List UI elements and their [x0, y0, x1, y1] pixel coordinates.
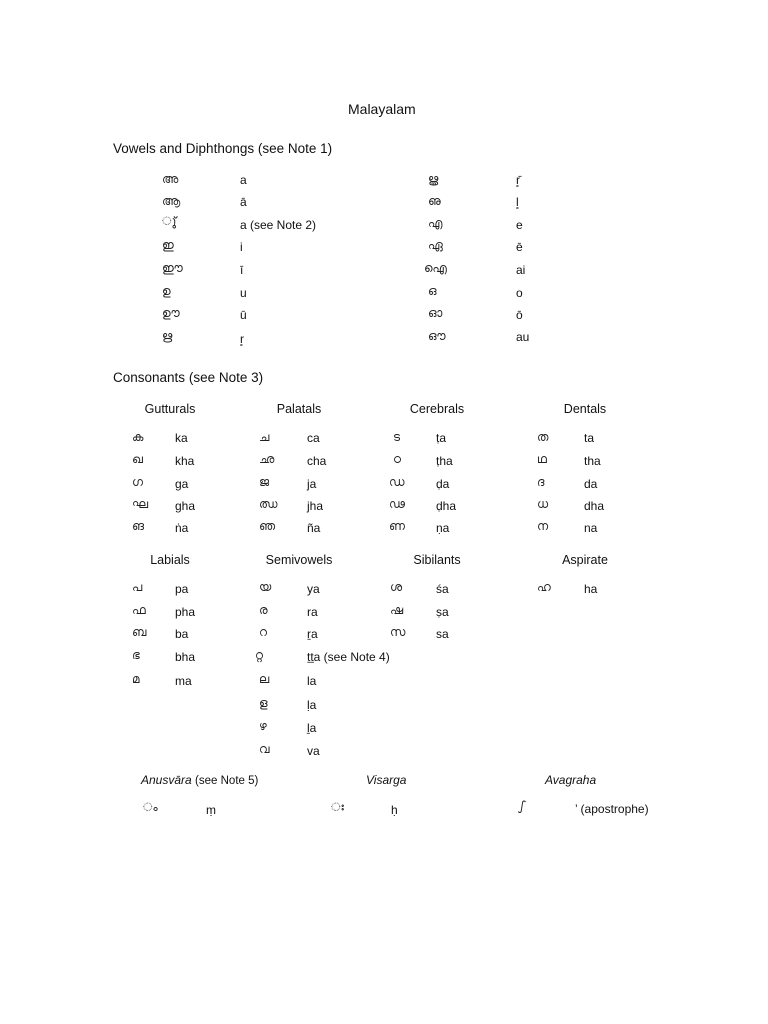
vowel-translit: ī	[240, 263, 244, 277]
consonant-translit: ha	[584, 582, 598, 596]
vowel-glyph: ു്	[162, 214, 177, 228]
consonant-glyph: ഛ	[259, 452, 275, 466]
consonant-glyph: ഷ	[390, 603, 404, 617]
consonant-translit: gha	[175, 499, 196, 513]
vowel-translit: a	[240, 173, 247, 187]
vowel-translit: e	[516, 218, 523, 232]
vowel-translit: ō	[516, 308, 523, 322]
vowel-glyph: ഓ	[428, 306, 443, 320]
consonant-translit: na	[584, 521, 598, 535]
consonant-translit: cha	[307, 454, 327, 468]
vowel-translit: l̥	[516, 195, 519, 209]
vowel-translit: r̥̄	[516, 173, 520, 187]
consonant-translit: ja	[307, 477, 317, 491]
consonant-translit: śa	[436, 582, 449, 596]
vowel-glyph: ഇ	[162, 238, 174, 252]
consonant-glyph: ഞ	[259, 519, 276, 533]
vowel-glyph: അ	[162, 172, 179, 186]
consonant-glyph: ഫ	[132, 603, 146, 617]
consonant-translit: ka	[175, 431, 188, 445]
consonant-glyph: റ	[259, 625, 267, 639]
consonant-translit: ca	[307, 431, 320, 445]
avagraha-glyph: ഽ	[518, 799, 526, 813]
vowel-glyph: ഒ	[428, 284, 437, 298]
consonant-glyph: ത	[537, 430, 549, 444]
consonant-glyph: ഹ	[537, 580, 551, 594]
consonant-glyph: ണ	[389, 519, 405, 533]
consonant-glyph: ക	[132, 430, 144, 444]
labials-header: Labials	[150, 553, 190, 567]
vowel-glyph: എ	[428, 216, 443, 230]
semivowels-header: Semivowels	[265, 553, 333, 567]
vowel-glyph: ഋ	[162, 329, 173, 343]
vowel-translit: ū	[240, 308, 247, 322]
vowel-glyph: ഔ	[428, 329, 446, 343]
consonant-glyph: ല	[259, 672, 270, 686]
consonant-translit: ṭha	[436, 454, 453, 468]
consonant-translit: ya	[307, 582, 320, 596]
consonant-translit: da	[584, 477, 598, 491]
consonant-translit: pa	[175, 582, 189, 596]
visarga-glyph: ഃ	[331, 800, 344, 814]
consonant-translit: tha	[584, 454, 601, 468]
consonant-glyph: ബ	[132, 625, 147, 639]
page-title: Malayalam	[348, 101, 416, 117]
consonant-glyph: സ	[390, 625, 406, 639]
consonant-glyph: ന	[537, 519, 549, 533]
anusvara-glyph: ം	[143, 800, 158, 814]
consonant-translit: ga	[175, 477, 189, 491]
vowel-translit: ē	[516, 240, 523, 254]
consonant-translit: ṟa	[307, 627, 318, 641]
consonant-translit: ṅa	[175, 521, 189, 535]
avagraha-label: Avagraha	[545, 773, 597, 787]
vowel-translit: a (see Note 2)	[240, 218, 317, 232]
vowel-glyph: ൠ	[428, 172, 439, 186]
consonant-glyph: ഭ	[132, 648, 140, 662]
consonant-glyph: ശ	[390, 580, 403, 594]
consonant-glyph: ള	[259, 696, 268, 710]
consonant-translit: va	[307, 744, 320, 758]
consonant-glyph: ഡ	[389, 475, 405, 489]
vowels-heading: Vowels and Diphthongs (see Note 1)	[113, 141, 333, 156]
consonant-glyph: റ്റ	[255, 648, 263, 662]
consonant-translit: jha	[307, 499, 324, 513]
vowel-glyph: ഌ	[428, 194, 441, 208]
consonant-translit: bha	[175, 650, 196, 664]
vowel-glyph: ഉ	[162, 284, 171, 298]
consonant-translit: ḷa	[307, 698, 317, 712]
vowel-translit: ai	[516, 263, 526, 277]
visarga-label: Visarga	[366, 773, 407, 787]
consonant-translit: ta	[584, 431, 595, 445]
vowel-glyph: ഐ	[424, 261, 447, 275]
consonant-glyph: യ	[259, 580, 272, 594]
consonant-translit: kha	[175, 454, 195, 468]
consonant-translit: ma	[175, 674, 192, 688]
consonant-glyph: ജ	[259, 475, 270, 489]
consonant-translit: la	[307, 674, 317, 688]
consonant-glyph: ങ	[132, 519, 145, 533]
vowel-translit: ā	[240, 195, 247, 209]
consonant-glyph: ഖ	[132, 452, 143, 466]
consonant-glyph: പ	[132, 580, 143, 594]
consonant-glyph: ധ	[537, 497, 549, 511]
consonant-glyph: ഥ	[537, 452, 547, 466]
avagraha-translit: ’ (apostrophe)	[575, 802, 649, 816]
consonant-glyph: ദ	[537, 475, 545, 489]
consonant-translit: ḍha	[436, 499, 457, 513]
consonant-translit: ḍa	[436, 477, 450, 491]
consonant-translit: ḻa	[307, 721, 317, 735]
anusvara-translit: ṃ	[206, 803, 216, 817]
anusvara-label: Anusvāra (see Note 5)	[141, 773, 259, 787]
vowel-translit: u	[240, 286, 247, 300]
consonant-translit: ṣa	[436, 605, 449, 619]
consonant-glyph: ച	[259, 430, 270, 444]
dentals-header: Dentals	[563, 402, 607, 416]
vowel-translit: o	[516, 286, 523, 300]
consonant-translit: ba	[175, 627, 189, 641]
visarga-translit: ḥ	[391, 803, 398, 817]
consonant-glyph: ര	[259, 603, 268, 617]
palatals-header: Palatals	[276, 402, 322, 416]
sibilants-header: Sibilants	[413, 553, 461, 567]
consonant-translit: ṇa	[436, 521, 450, 535]
consonant-glyph: ഠ	[393, 452, 401, 466]
consonant-translit: ṯṯa (see Note 4)	[307, 650, 390, 664]
vowel-translit: i	[240, 240, 243, 254]
vowel-translit: au	[516, 330, 530, 344]
consonant-glyph: ഴ	[259, 719, 267, 733]
consonant-glyph: ഘ	[132, 497, 149, 511]
vowel-glyph: ഏ	[428, 238, 443, 252]
vowel-glyph: ഊ	[162, 306, 180, 320]
consonant-translit: dha	[584, 499, 605, 513]
consonant-translit: pha	[175, 605, 196, 619]
consonant-translit: ra	[307, 605, 318, 619]
consonant-translit: ṭa	[436, 431, 447, 445]
vowel-glyph: ഈ	[162, 261, 183, 275]
consonant-glyph: ട	[393, 430, 401, 444]
consonant-translit: ña	[307, 521, 321, 535]
aspirate-header: Aspirate	[562, 553, 608, 567]
consonant-glyph: ഝ	[259, 497, 278, 511]
consonant-glyph: ഢ	[389, 497, 405, 511]
consonant-glyph: മ	[132, 672, 140, 686]
consonant-translit: sa	[436, 627, 449, 641]
vowel-glyph: ആ	[162, 194, 181, 208]
consonant-glyph: ഗ	[132, 475, 143, 489]
consonant-glyph: വ	[259, 742, 270, 756]
cerebrals-header: Cerebrals	[409, 402, 465, 416]
gutturals-header: Gutturals	[144, 402, 196, 416]
consonants-heading: Consonants (see Note 3)	[113, 370, 264, 385]
vowel-translit: r̥	[240, 332, 244, 346]
